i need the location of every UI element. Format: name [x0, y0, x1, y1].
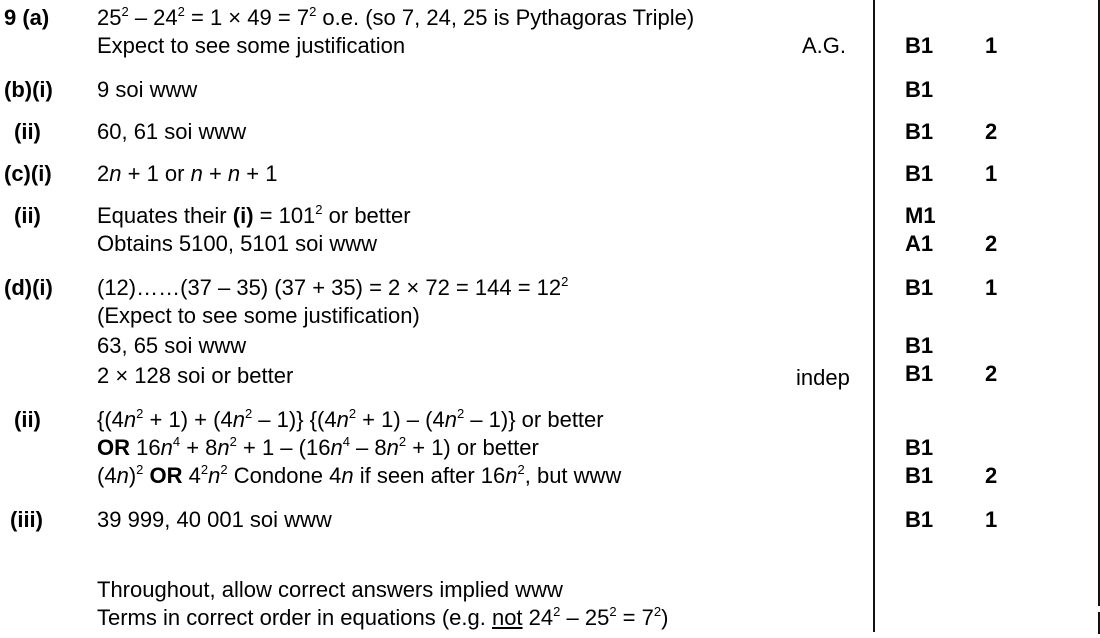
mark-9cii-a: A1 — [905, 231, 934, 256]
question-label-9ci: (c)(i) — [4, 161, 52, 186]
score-9di-1: 1 — [985, 275, 998, 300]
answer-9diii: 39 999, 40 001 soi www — [97, 507, 332, 532]
answer-9a-equation: $25^2 - 24^2 = 1 \times 49 = 7^2$ o.e. (so 7, 24, 25 is Pythagoras Triple) — [97, 3, 695, 30]
answer-9a-expect: Expect to see some justification — [97, 33, 406, 58]
mark-9di-2: B1 — [905, 333, 934, 358]
answer-9di-equation: (12)……(37 – 35) $(37 + 35) = 2 \times 72 = 144 = 12^2$ — [97, 273, 569, 300]
column-divider-notes — [873, 0, 875, 632]
score-9cii: 2 — [985, 231, 998, 256]
mark-9cii-m: M1 — [905, 203, 936, 228]
mark-9dii-2: B1 — [905, 463, 934, 488]
note-indep: indep — [796, 365, 850, 390]
question-label-9diii: (iii) — [10, 507, 43, 532]
question-label-9bii: (ii) — [14, 119, 41, 144]
answer-9di-expect: (Expect to see some justification) — [97, 303, 420, 328]
question-label-9bi: (b)(i) — [4, 77, 53, 102]
mark-9bii: B1 — [905, 119, 934, 144]
score-9b: 2 — [985, 119, 998, 144]
answer-9dii-line3: $(4n)^2$ OR $4^2n^2$ Condone 4n if seen after $16n^2$, but www — [97, 461, 622, 488]
score-9diii: 1 — [985, 507, 998, 532]
question-label-9di: (d)(i) — [4, 275, 53, 300]
note-ag: A.G. — [802, 33, 847, 58]
mark-9dii-1: B1 — [905, 435, 934, 460]
general-note-terms-order: Terms in correct order in equations (e.g. not $24^2 - 25^2 = 7^2$) — [97, 603, 669, 630]
score-9dii: 2 — [985, 463, 998, 488]
mark-9ci: B1 — [905, 161, 934, 186]
question-label-9dii: (ii) — [14, 407, 41, 432]
answer-9dii-line1: $\{(4n^2 + 1) + (4n^2 - 1)\} \{(4n^2 + 1) - (4n^2 - 1)\}$ or better — [97, 405, 604, 432]
answer-9bii: 60, 61 soi www — [97, 119, 247, 144]
mark-9a: B1 — [905, 33, 934, 58]
mark-9di-3: B1 — [905, 361, 934, 386]
mark-9di-1: B1 — [905, 275, 934, 300]
score-9ci: 1 — [985, 161, 998, 186]
mark-9diii: B1 — [905, 507, 934, 532]
answer-9di-2x128: 2 × 128 soi or better — [97, 363, 294, 388]
question-label-9cii: (ii) — [14, 203, 41, 228]
score-9di-2: 2 — [985, 361, 998, 386]
general-note-throughout: Throughout, allow correct answers implied www — [97, 577, 563, 602]
question-label-9a: 9 (a) — [4, 5, 50, 30]
answer-9dii-line2: OR $16n^4 + 8n^2 + 1 - (16n^4 - 8n^2 + 1)$ or better — [97, 433, 539, 460]
answer-9ci: 2n + 1 or n + n + 1 — [97, 161, 278, 186]
answer-9di-6365: 63, 65 soi www — [97, 333, 247, 358]
answer-9cii-obtains: Obtains 5100, 5101 soi www — [97, 231, 378, 256]
answer-9bi: 9 soi www — [97, 77, 198, 102]
mark-9bi: B1 — [905, 77, 934, 102]
answer-9cii-equates: Equates their $(i) = 101^2$ or better — [97, 201, 411, 228]
score-9a: 1 — [985, 33, 998, 58]
